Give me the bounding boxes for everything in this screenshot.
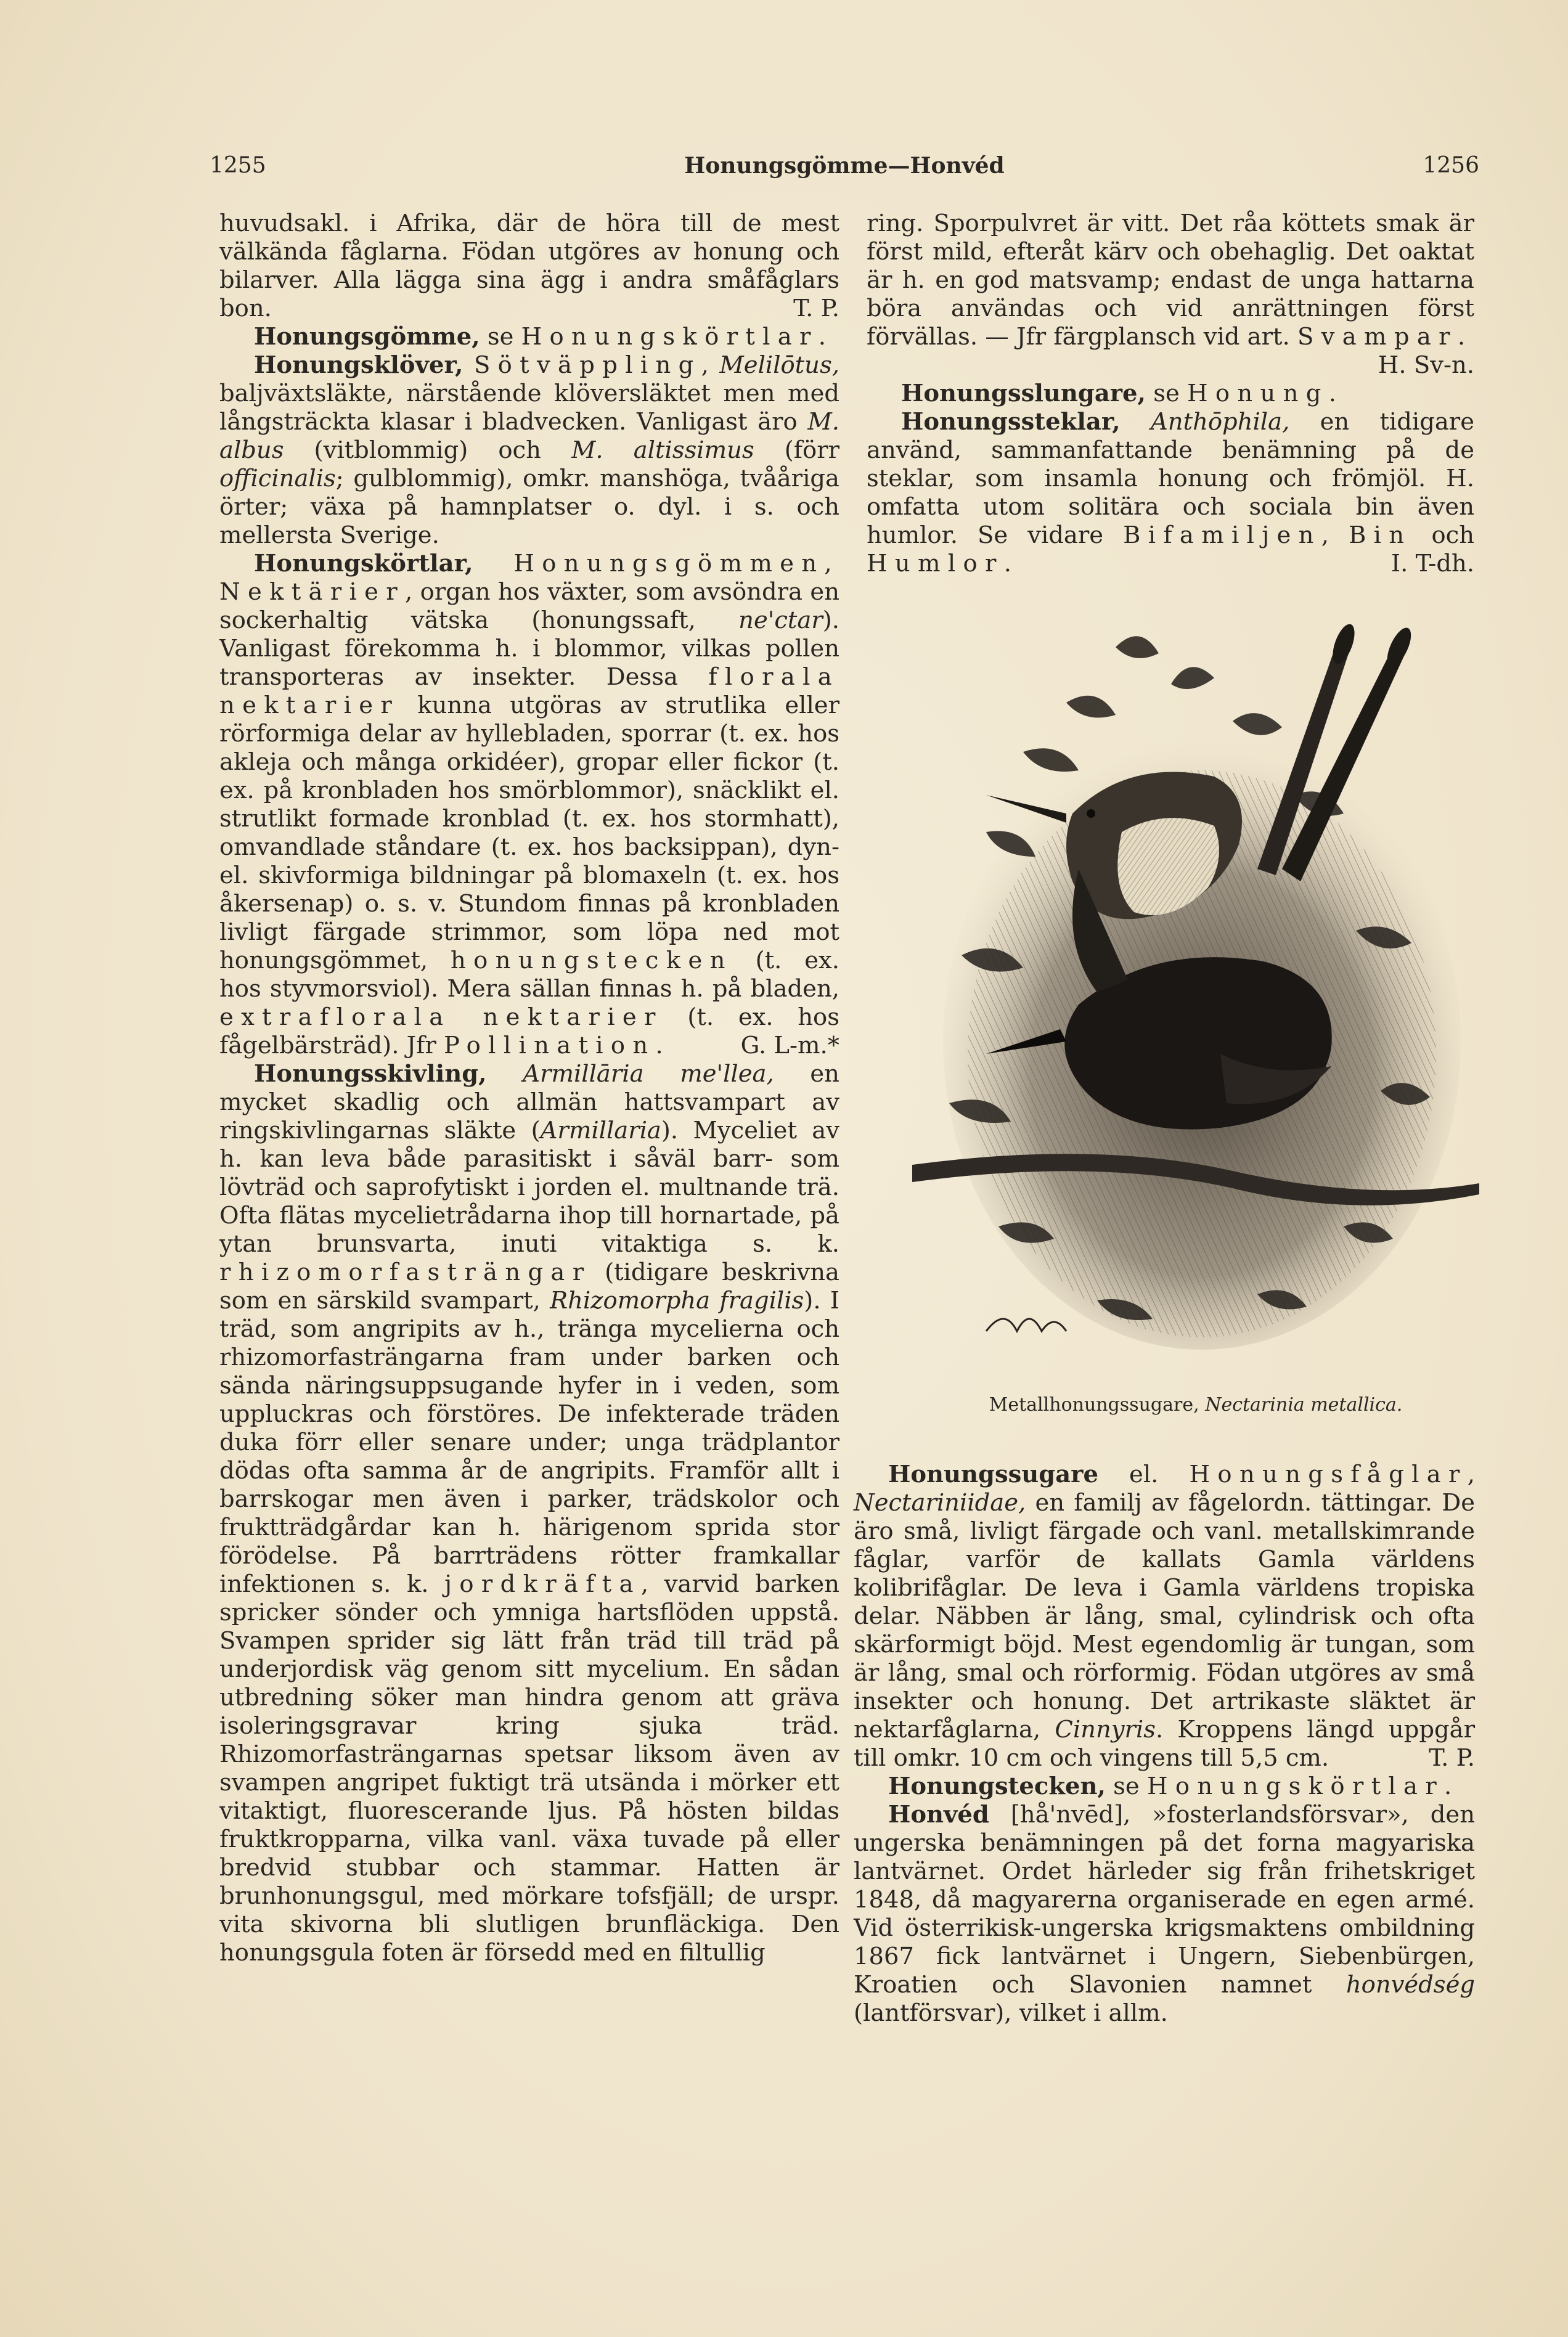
figure-caption: Metallhonungssugare, Nectarinia metallica.: [989, 1394, 1403, 1416]
entry-honungskortlar: Honungskörtlar, Honungsgömmen, Nektärier, organ hos växter, som avsöndra en sockerhaltig vätska (honungssaft, ne'ctar). Vanligast förekomma h. i blommor, vilkas pollen transporteras av insekter. Dessa florala nektarier kunna utgöras av strutlika eller rörformiga delar av hyllebladen, sporrar (t. ex. hos akleja och många orkidéer), gropar eller fickor (t. ex. på kronbladen hos smörblommor), snäcklikt el. strutlikt formade kronblad (t. ex. hos stormhatt), omvandlade ståndare (t. ex. hos backsippan), dyn- el. skivformiga bildningar på blomaxeln (t. ex. hos åkersenap) o. s. v. Stundom finnas på kronbladen livligt färgade strimmor, som löpa ned mot honungsgömmet, honungstecken (t. ex. hos styvmorsviol). Mera sällan finnas h. på bladen, extraflorala nektarier (t. ex. hos fågelbärsträd). Jfr Pollination. G. L-m.*: [219, 550, 839, 1059]
cross-reference: Honungskörtlar: [521, 323, 819, 351]
continued-entry: ring. Sporpulvret är vitt. Det råa köttets smak är först mild, efteråt kärv och obehaglig. Det oaktat är h. en god matsvamp; endast de unga hattarna böra användas och vid anrättningen först förvällas. — Jfr färgplansch vid art. Svampar. H. Sv-n.: [867, 210, 1474, 379]
right-column-bottom: [854, 1461, 1475, 2028]
signature: T. P.: [793, 295, 839, 322]
entry-honungsgomme: Honungsgömme, se Honungskörtlar.: [254, 323, 826, 351]
cross-reference: Svampar: [1297, 323, 1458, 351]
signature: T. P.: [1429, 1744, 1475, 1772]
entry-honungssugare: Honungssugare el. Honungsfåglar, Nectariniidae, en familj av fågelordn. tättingar. De äro små, livligt färgade och vanl. metallskimrande fåglar, varför de kallats Gamla världens kolibrifåglar. De leva i Gamla världens tropiska delar. Näbben är lång, smal, cylindrisk och ofta skärformigt böjd. Mest egendomlig är tungan, som är lång, smal och rörformig. Födan utgöres av små insekter och honung. Det artrikaste släktet är nektarfåglarna, Cinnyris. Kroppens längd uppgår till omkr. 10 cm och vingens till 5,5 cm. T. P.: [854, 1461, 1475, 1772]
headword: Honungskörtlar,: [254, 550, 473, 577]
entry-honungsskivling: Honungsskivling, Armillāria me'llea, en mycket skadlig och allmän hattsvampart av ringskivlingarnas släkte (Armillaria). Myceliet av h. kan leva både parasitiskt i såväl barr- som lövträd och saprofytiskt i jorden el. multnande trä. Ofta flätas mycelietrådarna ihop till hornartade, på ytan brunsvarta, inuti vitaktiga s. k. rhizomorfasträngar (tidigare beskrivna som en särskild svampart, Rhizomorpha fragilis). I träd, som angripits av h., tränga mycelierna och rhizomorfasträngarna fram under barken och sända näringsuppsugande hyfer in i veden, som uppluckras och förstöres. De infekterade träden duka förr eller senare under; unga trädplantor dödas ofta samma år de angripits. Framför allt i barrskogar men även i parker, trädskolor och fruktträdgårdar kan h. härigenom sprida stor förödelse. På barrträdens rötter framkallar infektionen s. k. jordkräfta, varvid barken spricker sönder och ymniga hartsflöden uppstå. Svampen sprider sig lätt från träd till träd på underjordisk väg genom sitt mycelium. En sådan utbredning söker man hindra genom att gräva isoleringsgravar kring sjuka träd. Rhizomorfasträngarnas spetsar liksom även av svampen angripet fuktigt trä utsända i mörker ett vitaktigt, fluorescerande ljus. På hösten bildas fruktkropparna, vilka vanl. växa tuvade på eller bredvid stubbar och stammar. Hatten är brunhonungsgul, med mörkare tofsfjäll; de urspr. vita skivorna bli slutligen brunfläckiga. Den honungsgula foten är försedd med en filtullig: [219, 1060, 839, 1967]
page-number-right: 1256: [1423, 153, 1479, 178]
entry-honungstecken: Honungstecken, se Honungskörtlar.: [888, 1772, 1452, 1800]
page-header: [210, 153, 1479, 190]
entry-honungsklover: Honungsklöver, Sötväppling, Melilōtus, baljväxtsläkte, närstående klöversläktet men med långsträckta klasar i bladvecken. Vanligast äro M. albus (vitblommig) och M. altissimus (förr officinalis; gulblommig), omkr. manshöga, tvååriga örter; växa på hamnplatser o. dyl. i s. och mellersta Sverige.: [219, 351, 840, 549]
sunbird-engraving: [912, 610, 1479, 1374]
headword: Honungssugare: [888, 1461, 1098, 1488]
headword: Honungsklöver,: [254, 351, 463, 379]
headword: Honungssteklar,: [901, 408, 1121, 436]
cross-reference: Honungskörtlar: [1146, 1772, 1445, 1800]
headword: Honungsgömme,: [254, 323, 480, 351]
running-title: Honungsgömme—Honvéd: [684, 153, 1005, 179]
entry-honved: Honvéd [hå'nvēd], »fosterlandsförsvar», den ungerska benämningen på det forna magyariska lantvärnet. Ordet härleder sig från frihetskriget 1848, då magyarerna organiserade en egen armé. Vid österrikisk-ungerska krigsmaktens ombildning 1867 fick lantvärnet i Ungern, Siebenbürgen, Kroatien och Slavonien namnet honvédség (lantförsvar), vilket i allm.: [854, 1801, 1475, 2027]
engraver-mark: [986, 1319, 1066, 1331]
headword: Honvéd: [888, 1801, 989, 1829]
headword: Honungsslungare,: [901, 380, 1146, 407]
cross-reference: Honung: [1187, 380, 1329, 407]
signature: I. T-dh.: [1390, 550, 1474, 577]
right-column-top: [867, 210, 1474, 578]
left-column: [219, 210, 839, 1967]
headword: Honungsskivling,: [254, 1060, 487, 1088]
signature: G. L-m.*: [740, 1032, 839, 1059]
entry-honungsslungare: Honungsslungare, se Honung.: [901, 380, 1336, 407]
headword: Honungstecken,: [888, 1772, 1106, 1800]
page-number-left: 1255: [210, 153, 266, 178]
entry-honungssteklar: Honungssteklar, Anthōphila, en tidigare använd, sammanfattande benämning på de steklar, som insamla honung och frömjöl. H. omfatta utom solitära och sociala bin även humlor. Se vidare Bifamiljen, Bin och Humlor. I. T-dh.: [867, 408, 1475, 577]
signature: H. Sv-n.: [1378, 351, 1474, 379]
continued-entry: huvudsakl. i Afrika, där de höra till de mest välkända fåglarna. Födan utgöres av honung och bilarver. Alla lägga sina ägg i andra småfåglars bon. T. P.: [219, 210, 839, 322]
